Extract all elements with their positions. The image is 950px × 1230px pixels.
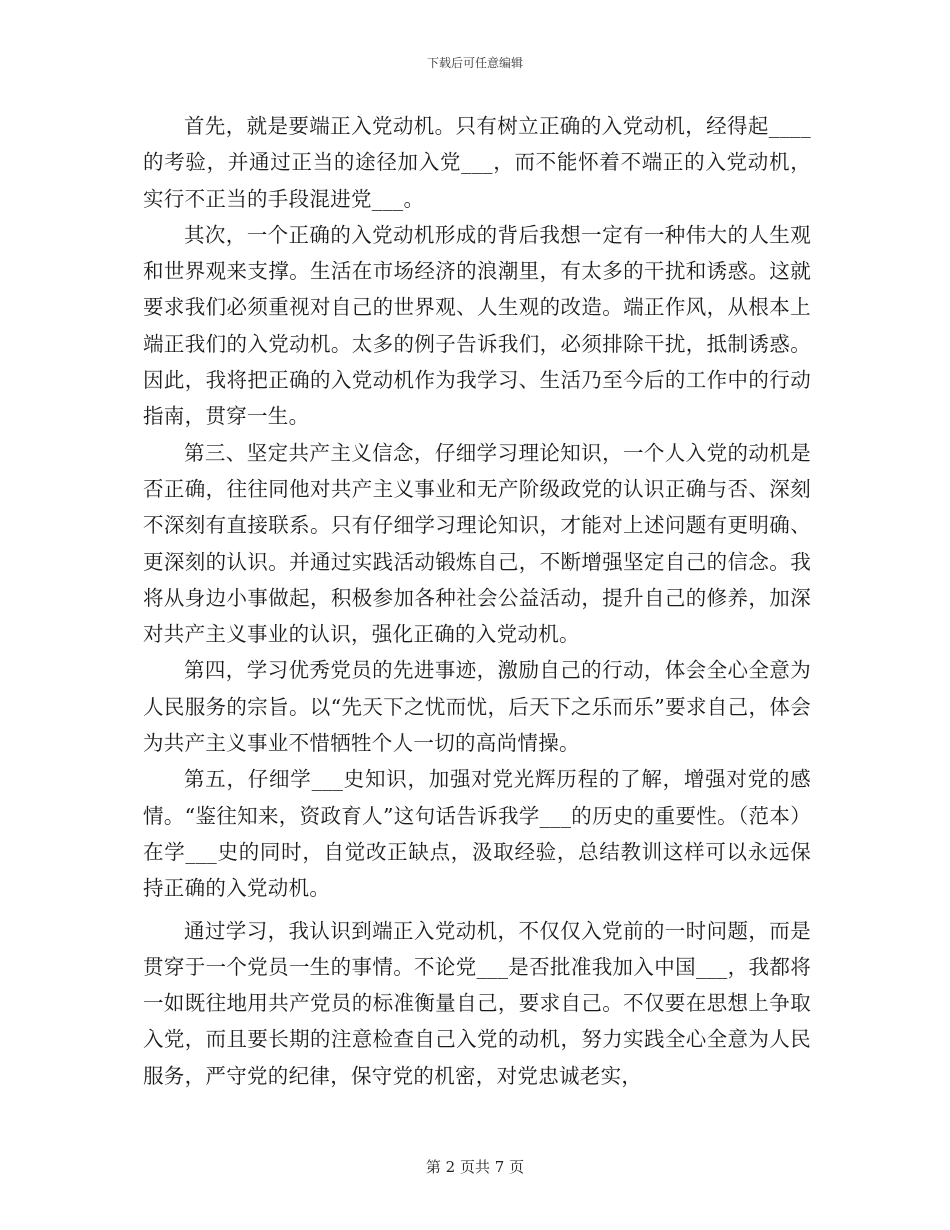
paragraph-fourth-model: 第四，学习优秀党员的先进事迹，激励自己的行动，体会全心全意为人民服务的宗旨。以“先天下之忧而忧，后天下之乐而乐”要求自己，体会为共产主义事业不惜牺牲个人一切的高尚情操。 xyxy=(143,658,811,756)
paragraph-motive-second: 其次，一个正确的入党动机形成的背后我想一定有一种伟大的人生观和世界观来支撑。生活在市场经济的浪潮里，有太多的干扰和诱惑。这就要求我们必须重视对自己的世界观、人生观的改造。端正作风，从根本上端正我们的入党动机。太多的例子告诉我们，必须排除干扰，抵制诱惑。因此，我将把正确的入党动机作为我学习、生活乃至今后的工作中的行动指南，贯穿一生。 xyxy=(143,222,811,429)
page-footer: 第 2 页共 7 页 xyxy=(425,1158,525,1176)
page-header: 下载后可任意编辑 xyxy=(426,56,523,70)
paragraph-fifth-history: 第五，仔细学___史知识，加强对党光辉历程的了解，增强对党的感情。“鉴往知来，资政育人”这句话告诉我学___的历史的重要性。（范本）在学___史的同时，自觉改正缺点，汲取经验，总结教训这样可以永远保持正确的入党动机。 xyxy=(143,767,811,901)
paragraph-conclusion: 通过学习，我认识到端正入党动机，不仅仅入党前的一时问题，而是贯穿于一个党员一生的事情。不论党___是否批准我加入中国___，我都将一如既往地用共产党员的标准衡量自己，要求自己。不仅要在思想上争取入党，而且要长期的注意检查自己入党的动机，努力实践全心全意为人民服务，严守党的纪律，保守党的机密，对党忠诚老实， xyxy=(143,918,811,1088)
paragraph-motive-first: 首先，就是要端正入党动机。只有树立正确的入党动机，经得起____的考验，并通过正当的途径加入党___，而不能怀着不端正的入党动机，实行不正当的手段混进党___。 xyxy=(143,114,811,211)
document-body xyxy=(143,108,811,1094)
paragraph-third-belief: 第三、坚定共产主义信念，仔细学习理论知识，一个人入党的动机是否正确，往往同他对共产主义事业和无产阶级政党的认识正确与否、深刻不深刻有直接联系。只有仔细学习理论知识，才能对上述问题有更明确、更深刻的认识。并通过实践活动锻炼自己，不断增强坚定自己的信念。我将从身边小事做起，积极参加各种社会公益活动，提升自己的修养，加深对共产主义事业的认识，强化正确的入党动机。 xyxy=(143,440,811,647)
